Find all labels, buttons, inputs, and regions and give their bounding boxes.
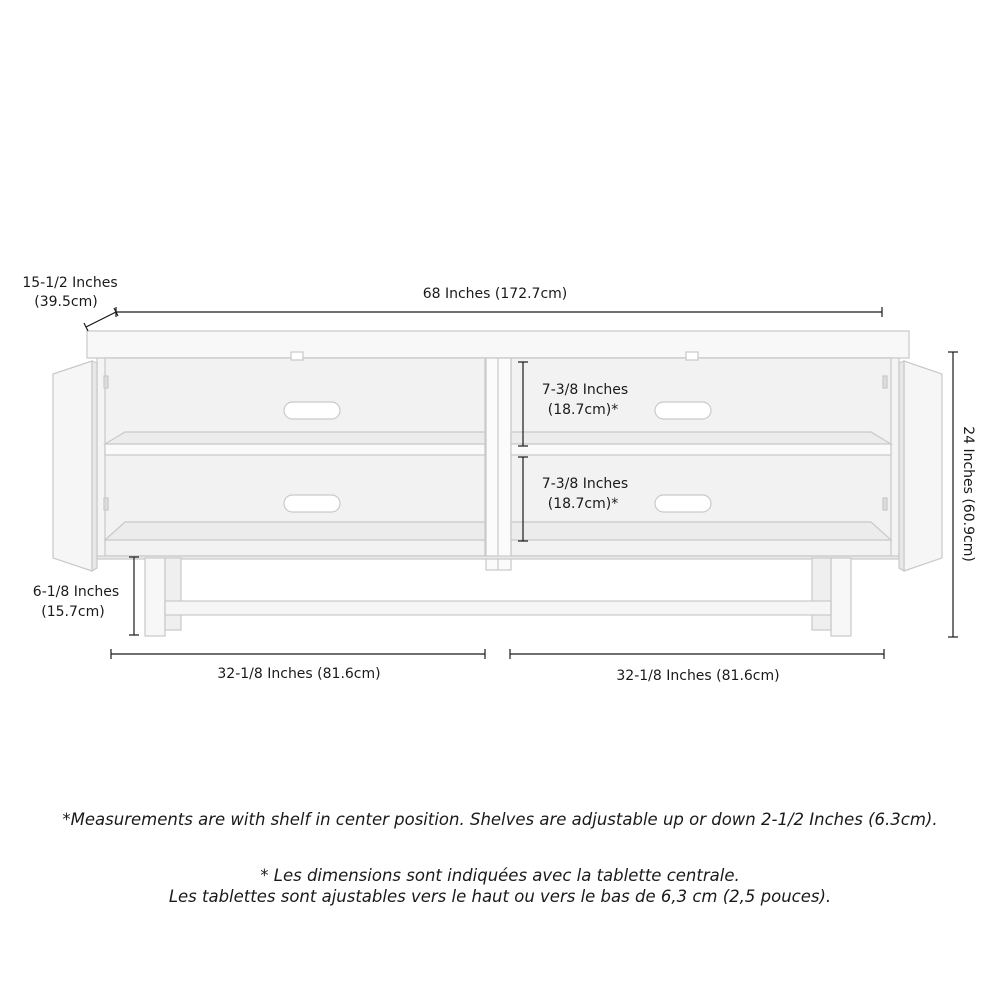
width-label: 68 Inches (172.7cm): [422, 286, 568, 302]
tv-stand-drawing: [53, 331, 942, 636]
lower-shelf-label-line1: 7-3/8 Inches: [541, 476, 629, 492]
leg-clearance-label-line2: (15.7cm): [41, 604, 105, 620]
left-door: [53, 361, 92, 571]
leg-clearance-label-line1: 6-1/8 Inches: [32, 584, 120, 600]
cabinet-base: [97, 556, 899, 559]
height-label: 24 Inches (60.9cm): [960, 426, 976, 562]
right-half-label: 32-1/8 Inches (81.6cm): [616, 668, 780, 684]
left-half-label: 32-1/8 Inches (81.6cm): [217, 666, 381, 682]
right-leg: [831, 558, 851, 636]
upper-shelf-label-line1: 7-3/8 Inches: [541, 382, 629, 398]
upper-shelf-label-line2: (18.7cm)*: [547, 402, 619, 418]
cable-cutout-upper-right: [655, 402, 711, 419]
right-floor: [511, 522, 891, 540]
cable-cutout-lower-right: [655, 495, 711, 512]
cable-cutout-upper-left: [284, 402, 340, 419]
french-footnote-line2: Les tablettes sont ajustables vers le haut ou vers le bas de 6,3 cm (2,5 pouces).: [168, 887, 832, 906]
left-leg: [145, 558, 165, 636]
right-shelf: [511, 432, 891, 444]
left-shelf-front: [105, 444, 485, 455]
cable-cutout-lower-left: [284, 495, 340, 512]
stretcher-bar: [165, 601, 831, 615]
right-shelf-front: [511, 444, 891, 455]
left-floor: [105, 522, 485, 540]
right-door: [904, 361, 942, 571]
lower-shelf-label-line2: (18.7cm)*: [547, 496, 619, 512]
depth-label-line2: (39.5cm): [34, 294, 98, 310]
cabinet-top: [87, 331, 909, 358]
english-footnote: *Measurements are with shelf in center position. Shelves are adjustable up or down 2-1/2 Inches (6.3cm).: [62, 810, 938, 829]
depth-label-line1: 15-1/2 Inches: [22, 275, 118, 291]
left-shelf: [105, 432, 485, 444]
depth-dimension-line: [86, 312, 116, 327]
french-footnote-line1: * Les dimensions sont indiquées avec la tablette centrale.: [260, 866, 740, 885]
